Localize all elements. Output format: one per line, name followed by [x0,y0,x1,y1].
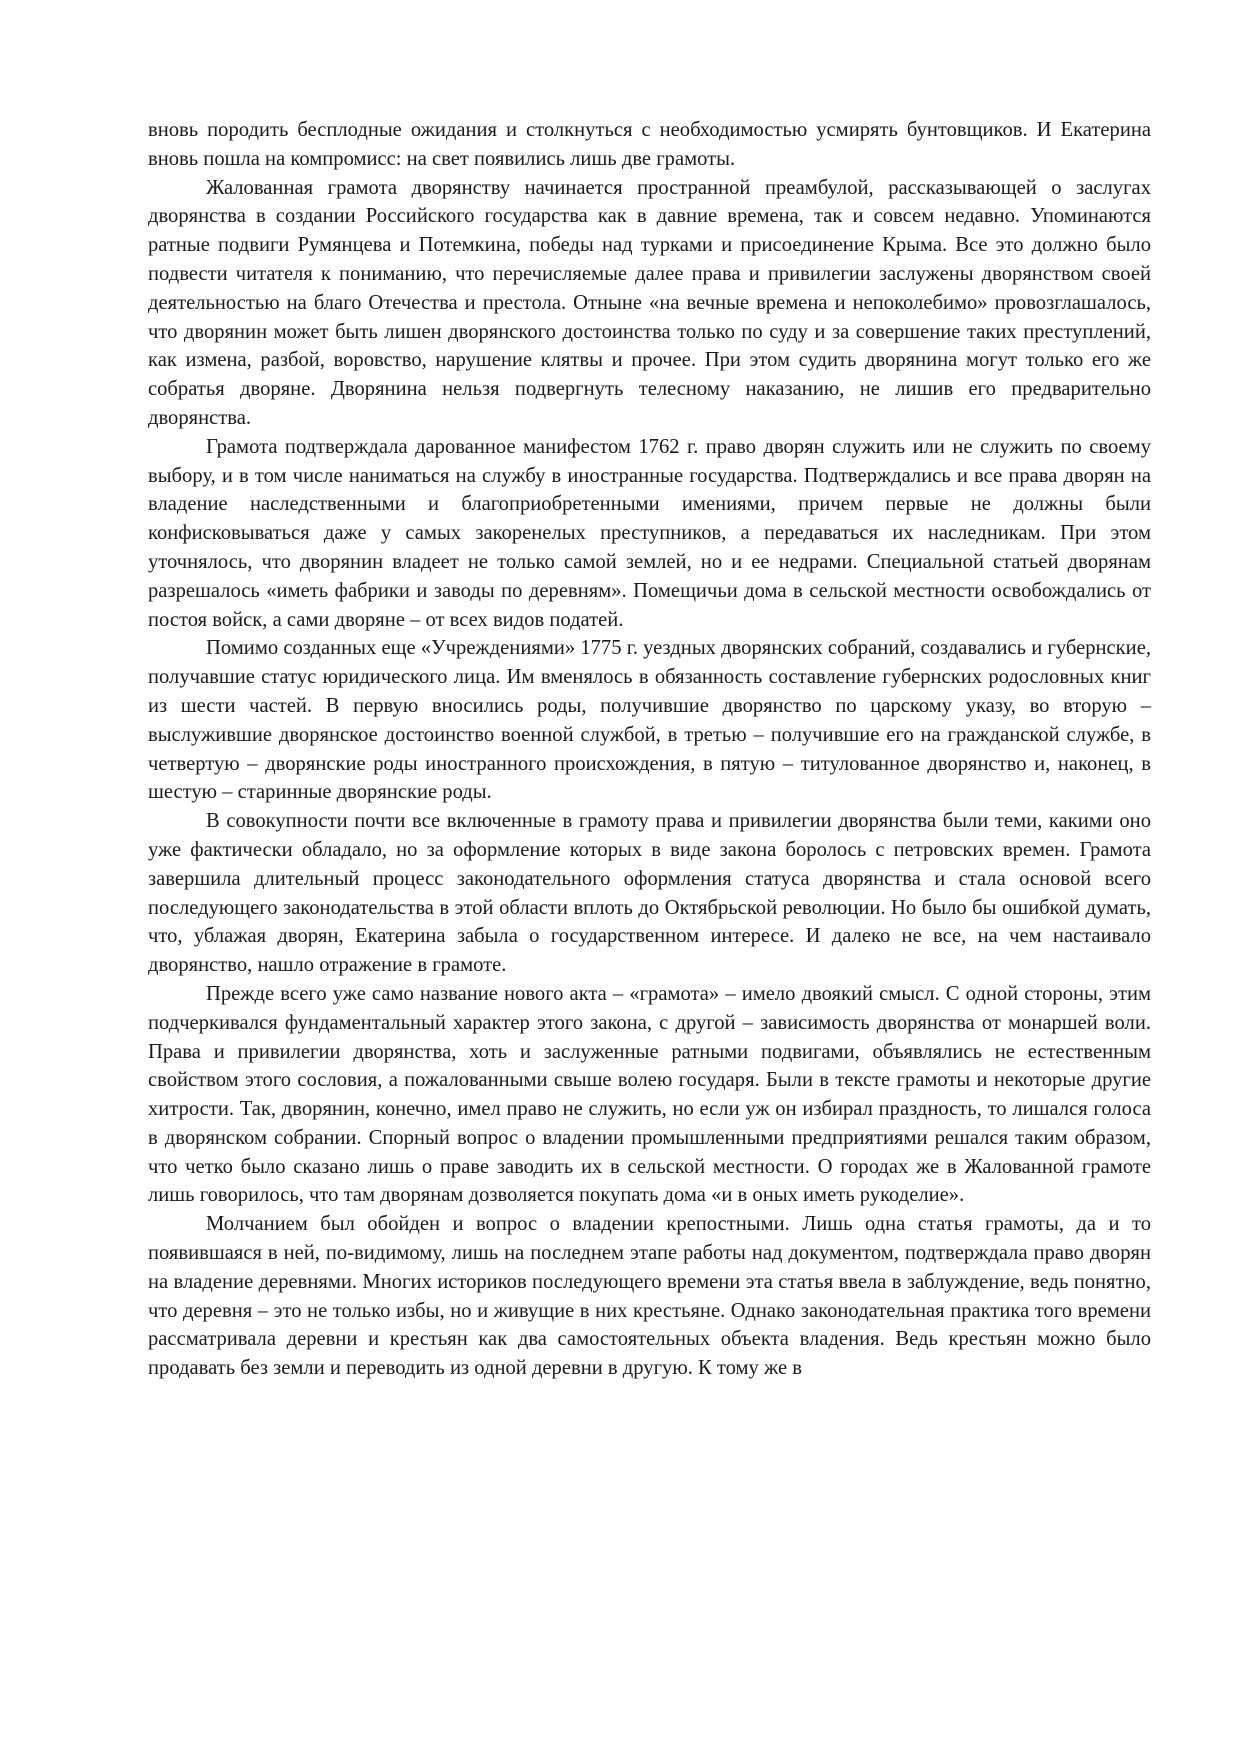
paragraph-title-meaning: Прежде всего уже само название нового акта – «грамота» – имело двоякий смысл. С одной стороны, этим подчеркивался фундаментальный характер этого закона, с другой – зависимость дворянства от монаршей воли. Права и привилегии дворянства, хоть и заслуженные ратными подвигами, объявлялись не естественным свойством этого сословия, а пожалованными свыше волею государя. Были в тексте грамоты и некоторые другие хитрости. Так, дворянин, конечно, имел право не служить, но если уж он избирал праздность, то лишался голоса в дворянском собрании. Спорный вопрос о владении промышленными предприятиями решался таким образом, что четко было сказано лишь о праве заводить их в сельской местности. О городах же в Жалованной грамоте лишь говорилось, что там дворянам дозволяется покупать дома «и в оных иметь рукоделие». [148,982,1151,1207]
paragraph-preamble: Жалованная грамота дворянству начинается пространной преамбулой, рассказывающей о заслугах дворянства в создании Российского государства как в давние времена, так и совсем недавно. Упоминаются ратные подвиги Румянцева и Потемкина, победы над турками и присоединение Крыма. Все это должно было подвести читателя к пониманию, что перечисляемые далее права и привилегии заслужены дворянством своей деятельностью на благо Отечества и престола. Отныне «на вечные времена и непоколебимо» провозглашалось, что дворянин может быть лишен дворянского достоинства только по суду и за совершение таких преступлений, как измена, разбой, воровство, нарушение клятвы и прочее. При этом судить дворянина могут только его же собратья дворяне. Дворянина нельзя подвергнуть телесному наказанию, не лишив его предварительно дворянства. [148,176,1151,429]
document-page [148,116,1151,1383]
paragraph-assemblies: Помимо созданных еще «Учреждениями» 1775 г. уездных дворянских собраний, создавались и губернские, получавшие статус юридического лица. Им вменялось в обязанность составление губернских родословных книг из шести частей. В первую вносились роды, получившие дворянство по царскому указу, во вторую – выслужившие дворянское достоинство военной службой, в третью – получившие его на гражданской службе, в четвертую – дворянские роды иностранного происхождения, в пятую – титулованное дворянство и, наконец, в шестую – старинные дворянские роды. [148,637,1151,804]
paragraph-rights: Грамота подтверждала дарованное манифестом 1762 г. право дворян служить или не служить по своему выбору, и в том числе наниматься на службу в иностранные государства. Подтверждались и все права дворян на владение наследственными и благоприобретенными имениями, причем первые не должны были конфисковываться даже у самых закоренелых преступников, а передаваться их наследникам. При этом уточнялось, что дворянин владеет не только самой землей, но и ее недрами. Специальной статьей дворянам разрешалось «иметь фабрики и заводы по деревням». Помещичьи дома в сельской местности освобождались от постоя войск, а сами дворяне – от всех видов податей. [148,435,1151,631]
paragraph-continuation: вновь породить бесплодные ожидания и столкнуться с необходимостью усмирять бунтовщиков. И Екатерина вновь пошла на компромисс: на свет появились лишь две грамоты. [148,119,1151,170]
paragraph-summary: В совокупности почти все включенные в грамоту права и привилегии дворянства были теми, какими оно уже фактически обладало, но за оформление которых в виде закона боролось с петровских времен. Грамота завершила длительный процесс законодательного оформления статуса дворянства и стала основой всего последующего законодательства в этой области вплоть до Октябрьской революции. Но было бы ошибкой думать, что, ублажая дворян, Екатерина забыла о государственном интересе. И далеко не все, на чем настаивало дворянство, нашло отражение в грамоте. [148,810,1151,977]
paragraph-serfs: Молчанием был обойден и вопрос о владении крепостными. Лишь одна статья грамоты, да и то появившаяся в ней, по-видимому, лишь на последнем этапе работы над документом, подтверждала право дворян на владение деревнями. Многих историков последующего времени эта статья ввела в заблуждение, ведь понятно, что деревня – это не только избы, но и живущие в них крестьяне. Однако законодательная практика того времени рассматривала деревни и крестьян как два самостоятельных объекта владения. Ведь крестьян можно было продавать без земли и переводить из одной деревни в другую. К тому же в [148,1213,1151,1380]
